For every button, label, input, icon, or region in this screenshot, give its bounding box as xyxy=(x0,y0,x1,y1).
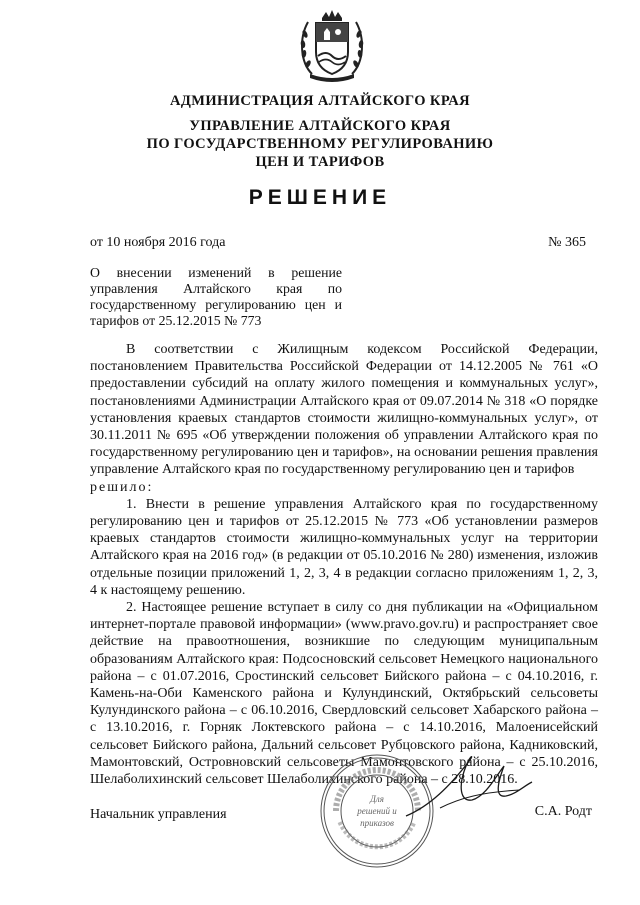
document-subject: О внесении изменений в решение управления Алтайского края по государственному регулированию цен и тарифов от 25.12.2015 № 773 xyxy=(90,265,342,328)
svg-text:решений и: решений и xyxy=(357,806,397,816)
signatory-name: С.А. Родт xyxy=(534,804,592,819)
administration-title: АДМИНИСТРАЦИЯ АЛТАЙСКОГО КРАЯ xyxy=(170,93,470,109)
item-2-paragraph: 2. Настоящее решение вступает в силу со дня публикации на «Официальном интернет-портале правовой информации» (www.pravo.gov.ru) и распространяет свое действие на правоотношения, возникшие по следующим муниципальным образованиям Алтайского края: Подсосновский сельсовет Немецкого национального района – с 01.07.2016, Сростинский сельсовет Бийского района – с 04.10.2016, г. Камень-на-Оби Каменского района и Кулундинский, Октябрьский сельсоветы Кулундинского района – с 06.10.2016, Свердловский сельсовет Хабарского района – с 13.10.2016, г. Горняк Локтевского района – с 14.10.2016, Малоенисейский сельсовет Бийского района, Дальний сельсовет Рубцовского района, Кадниковский, Мамонтовский, Островновский сельсоветы Мамонтовского района – с 25.10.2016, Шелаболихинский сельсовет Шелаболихинского района – с 28.10.2016. xyxy=(90,600,598,788)
coat-of-arms-emblem xyxy=(296,8,368,84)
handwritten-signature xyxy=(400,746,540,826)
department-name-line-2: ПО ГОСУДАРСТВЕННОМУ РЕГУЛИРОВАНИЮ xyxy=(146,136,494,152)
document-title: РЕШЕНИЕ xyxy=(248,186,392,209)
svg-text:Для: Для xyxy=(370,794,384,804)
department-name-line-1: УПРАВЛЕНИЕ АЛТАЙСКОГО КРАЯ xyxy=(189,118,451,134)
item-1-paragraph: 1. Внести в решение управления Алтайского края по государственному регулированию цен и тарифов от 25.12.2015 № 773 «Об установлении размеров краевых стандартов стоимости жилищно-коммунальных услуг на территории Алтайского края на 2016 год» (в редакции от 05.10.2016 № 280) изменения, изложив отдельные позиции приложений 1, 2, 3, 4 в редакции согласно приложениям 1, 2, 3, 4 к настоящему решению. xyxy=(90,496,598,598)
svg-text:приказов: приказов xyxy=(360,818,394,828)
department-name xyxy=(0,117,640,171)
document-date: от 10 ноября 2016 года xyxy=(90,235,226,250)
resolved-word: решило: xyxy=(90,479,154,495)
document-number: № 365 xyxy=(548,235,586,250)
document-body xyxy=(90,341,598,788)
preamble-paragraph: В соответствии с Жилищным кодексом Российской Федерации, постановлением Правительства Российской Федерации от 14.12.2005 № 761 «О предоставлении субсидий на оплату жилого помещения и коммунальных услуг», постановлениями Администрации Алтайского края от 09.07.2014 № 318 «О порядке установления краевых стандартов стоимости жилищно-коммунальных услуг», от 30.11.2011 № 695 «Об утверждении положения об управлении Алтайского края по государственному регулированию цен и тарифов», на основании решения правления управление Алтайского края по государственному регулированию цен и тарифов xyxy=(90,342,598,478)
signatory-position: Начальник управления xyxy=(90,807,227,822)
department-name-line-3: ЦЕН И ТАРИФОВ xyxy=(255,154,385,170)
